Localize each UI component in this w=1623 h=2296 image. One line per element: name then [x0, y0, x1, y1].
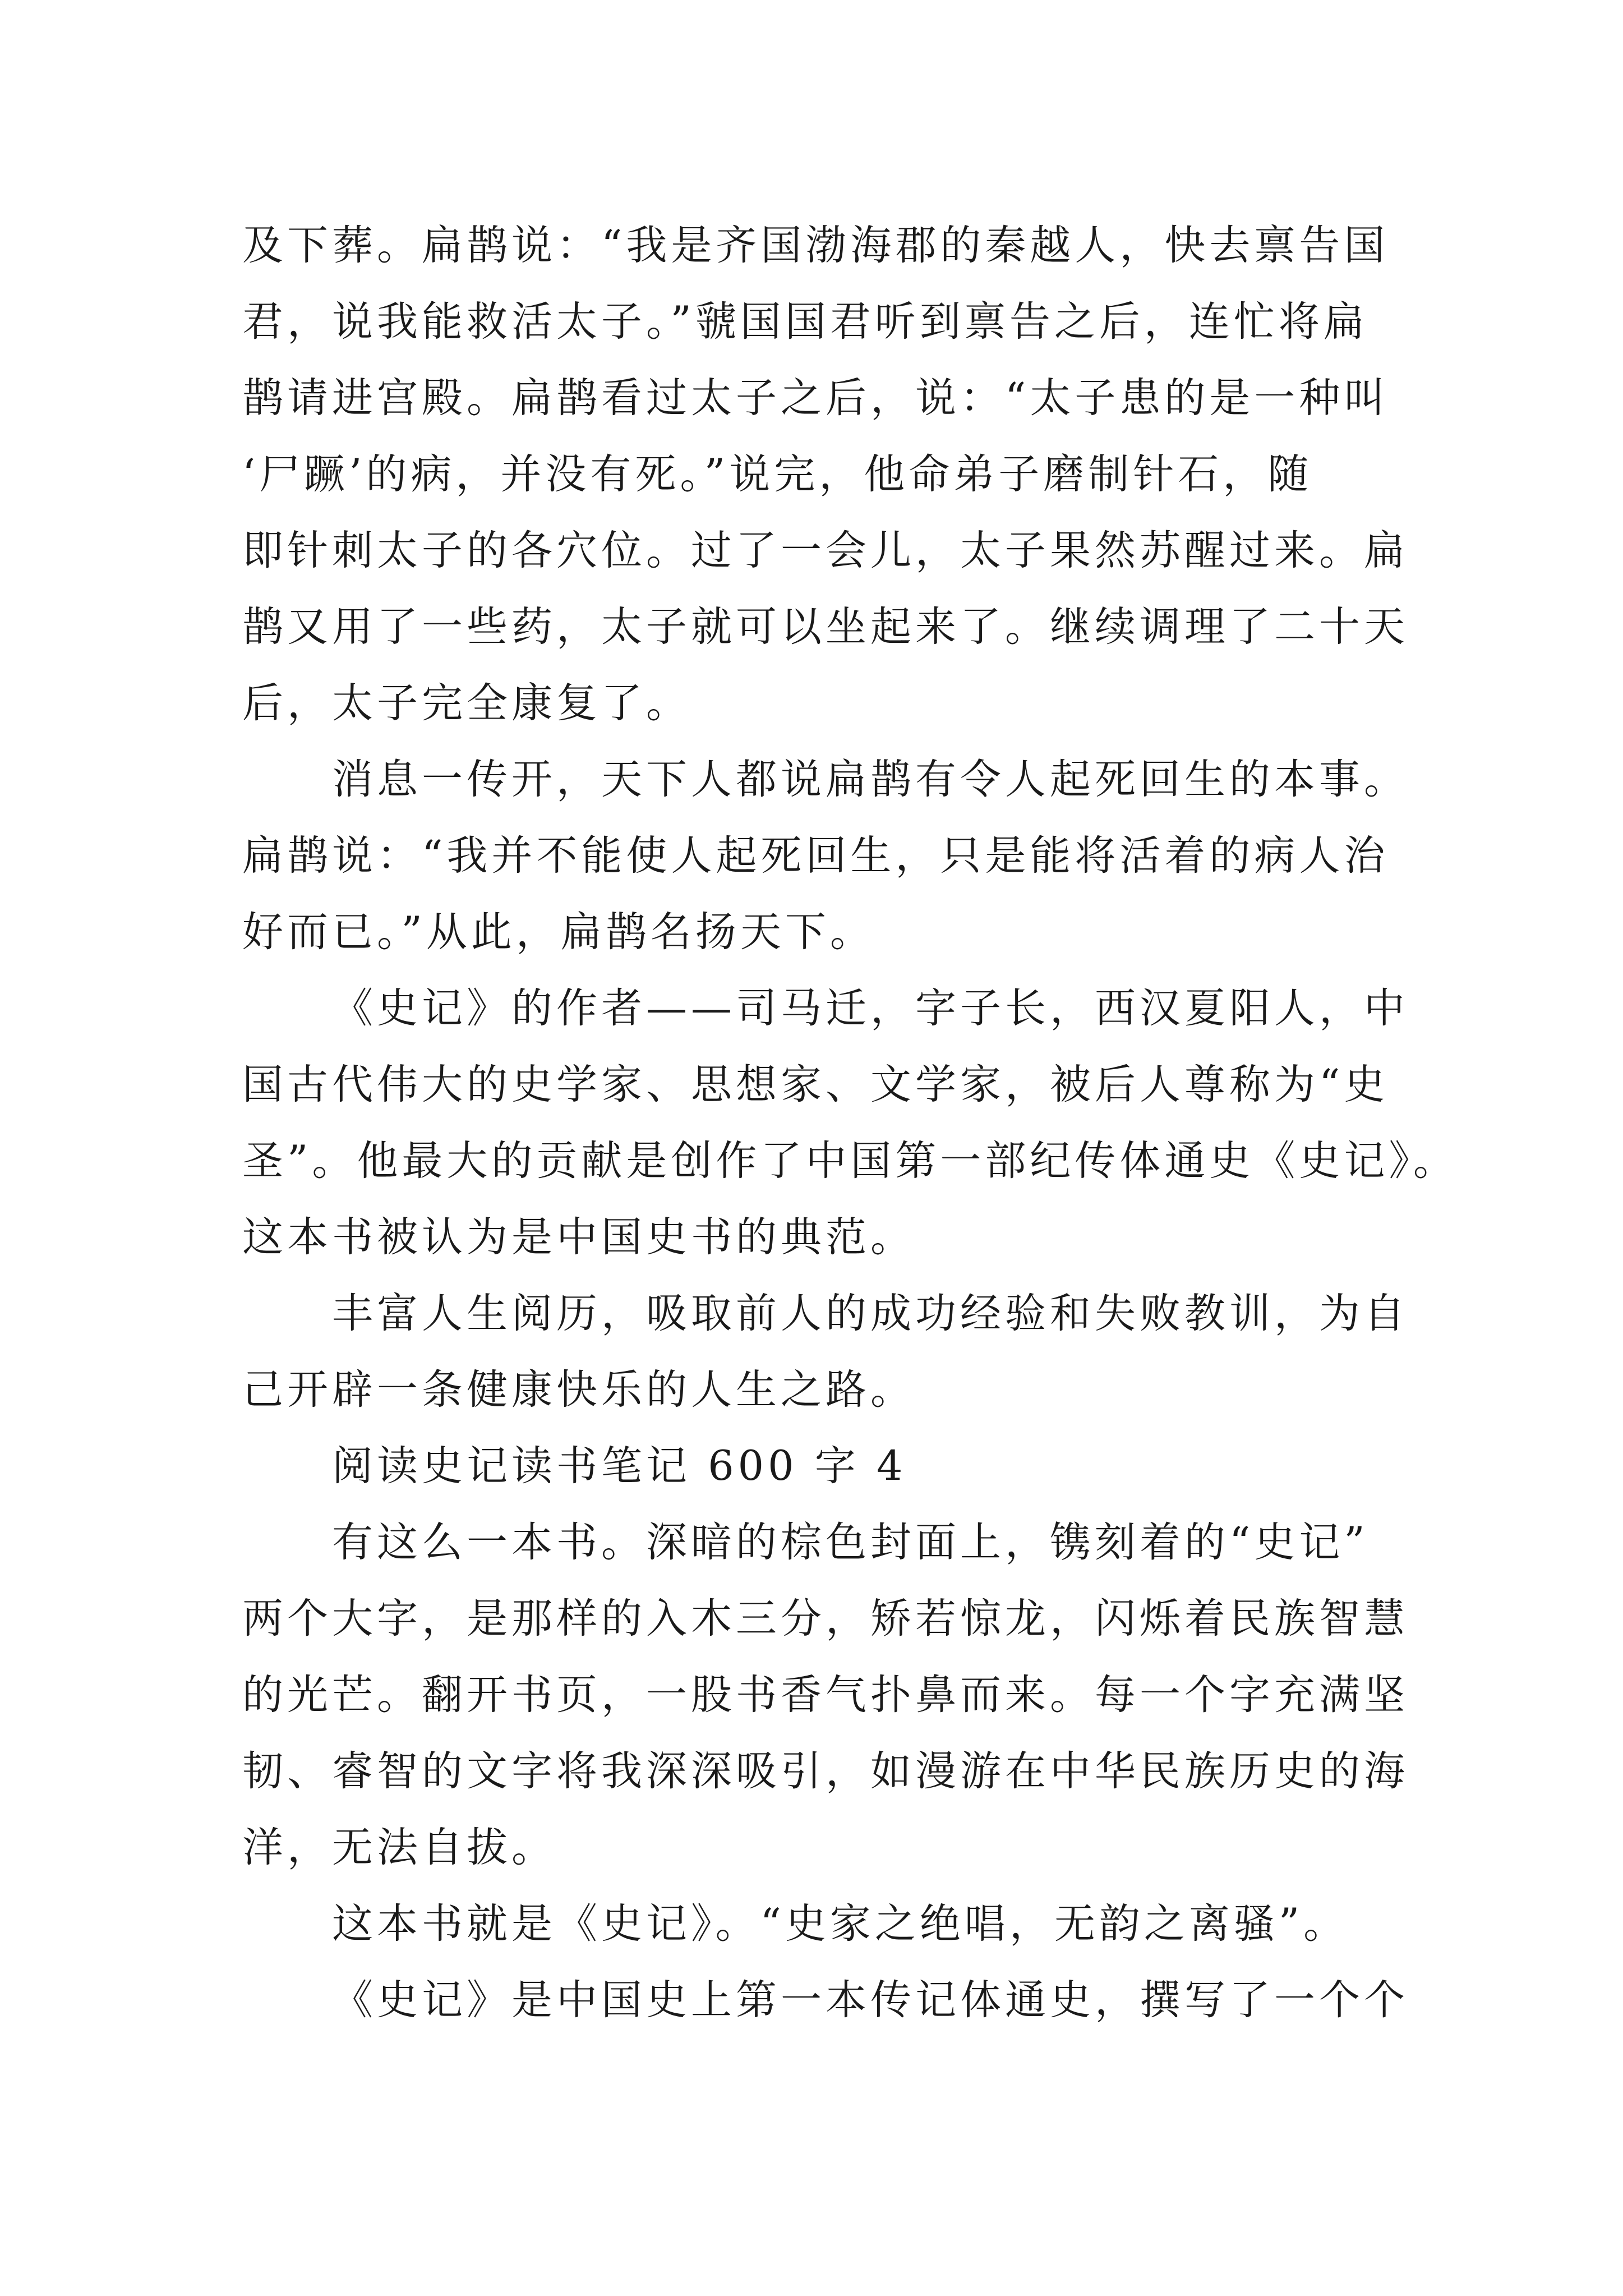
text-line: 洋，无法自拔。 — [242, 1824, 556, 1871]
text-line: 及下葬。扁鹊说：“我是齐国渤海郡的秦越人，快去禀告国 — [242, 222, 1389, 269]
text-line: 鹊又用了一些药，太子就可以坐起来了。继续调理了二十天 — [242, 603, 1409, 651]
text-line: 这本书被认为是中国史书的典范。 — [242, 1213, 915, 1261]
text-line: 好而已。”从此，扁鹊名扬天下。 — [242, 908, 875, 956]
paragraph-first-line: 丰富人生阅历，吸取前人的成功经验和失败教训，为自 — [332, 1290, 1409, 1337]
paragraph-first-line: 这本书就是《史记》。“史家之绝唱，无韵之离骚”。 — [332, 1900, 1349, 1948]
text-line: ‘尸蹶’的病，并没有死。”说完，他命弟子磨制针石，随 — [242, 450, 1313, 498]
text-line: 韧、睿智的文字将我深深吸引，如漫游在中华民族历史的海 — [242, 1747, 1409, 1795]
text-line: 的光芒。翻开书页，一股书香气扑鼻而来。每一个字充满坚 — [242, 1671, 1409, 1719]
paragraph-first-line: 消息一传开，天下人都说扁鹊有令人起死回生的本事。 — [332, 756, 1409, 803]
text-line: 两个大字，是那样的入木三分，矫若惊龙，闪烁着民族智慧 — [242, 1595, 1409, 1642]
text-line: 鹊请进宫殿。扁鹊看过太子之后，说：“太子患的是一种叫 — [242, 374, 1389, 422]
text-line: 即针刺太子的各穴位。过了一会儿，太子果然苏醒过来。扁 — [242, 527, 1409, 574]
section-heading: 阅读史记读书笔记 600 字 4 — [332, 1442, 907, 1490]
text-line: 圣”。他最大的贡献是创作了中国第一部纪传体通史《史记》。 — [242, 1137, 1458, 1185]
text-line: 己开辟一条健康快乐的人生之路。 — [242, 1366, 915, 1414]
text-line: 后，太子完全康复了。 — [242, 679, 691, 727]
paragraph-first-line: 有这么一本书。深暗的棕色封面上，镌刻着的“史记” — [332, 1519, 1369, 1566]
paragraph-first-line: 《史记》是中国史上第一本传记体通史，撰写了一个个 — [332, 1976, 1409, 2024]
text-line: 扁鹊说：“我并不能使人起死回生，只是能将活着的病人治 — [242, 832, 1389, 880]
paragraph-first-line: 《史记》的作者——司马迁，字子长，西汉夏阳人，中 — [332, 984, 1409, 1032]
text-line: 君，说我能救活太子。”虢国国君听到禀告之后，连忙将扁 — [242, 298, 1368, 346]
text-line: 国古代伟大的史学家、思想家、文学家，被后人尊称为“史 — [242, 1061, 1389, 1108]
